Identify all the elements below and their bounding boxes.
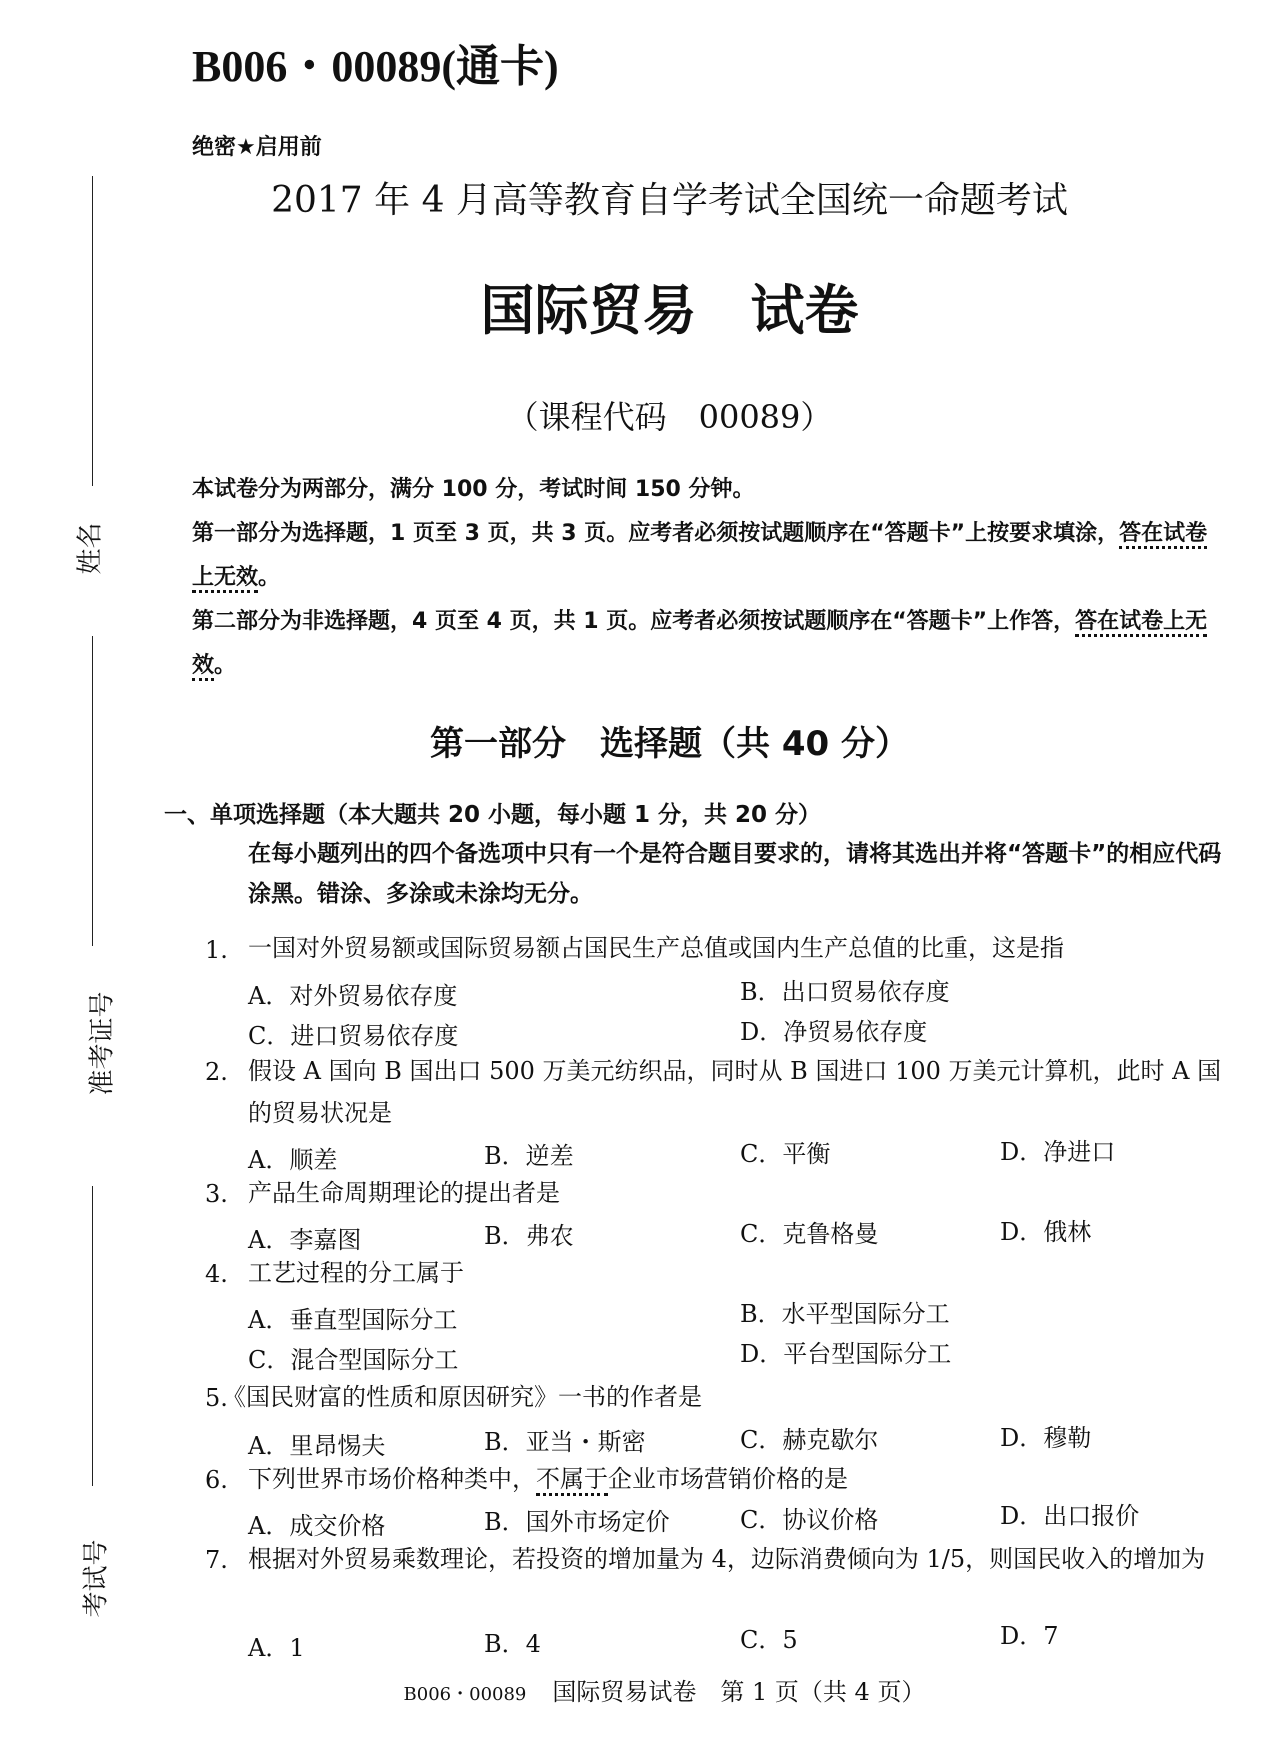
option-d: D．净进口: [1000, 1138, 1116, 1166]
question-text: [248, 1458, 1233, 1500]
question-text: 产品生命周期理论的提出者是: [248, 1179, 560, 1207]
secret-mark: 绝密★启用前: [192, 135, 322, 160]
section-title: 一、单项选择题（本大题共 20 小题，每小题 1 分，共 20 分）: [164, 802, 822, 828]
option-c: C．进口贸易依存度: [248, 1022, 459, 1050]
option-d: D．平台型国际分工: [740, 1340, 952, 1368]
exam-number-label: 考试号: [81, 1539, 112, 1618]
option-c: C．克鲁格曼: [740, 1220, 879, 1248]
question-number: 5.: [205, 1384, 228, 1412]
exam-name: 2017 年 4 月高等教育自学考试全国统一命题考试: [271, 180, 1068, 221]
option-a: A．对外贸易依存度: [248, 982, 458, 1010]
question-number: 6.: [205, 1466, 228, 1494]
instruction-text: 。: [258, 565, 281, 590]
instruction-text: 本试卷分为两部分，满分 100 分，考试时间 150 分钟。: [192, 477, 755, 502]
name-label: 姓名: [75, 522, 106, 575]
course-code: （课程代码 00089）: [506, 398, 833, 436]
question-text-part: 企业市场营销价格的是: [608, 1465, 848, 1493]
option-a: A．顺差: [248, 1146, 338, 1174]
instruction-part-1: [192, 512, 1222, 600]
question-number: 2.: [205, 1058, 228, 1086]
option-c: C．5: [740, 1626, 798, 1654]
option-d: D．净贸易依存度: [740, 1018, 928, 1046]
part-title: 第一部分 选择题（共 40 分）: [430, 724, 909, 764]
question-text: 《国民财富的性质和原因研究》一书的作者是: [222, 1383, 702, 1411]
emphasis-text: 答在试卷上无效: [192, 609, 1207, 681]
option-c: C．混合型国际分工: [248, 1346, 459, 1374]
question-number: 3.: [205, 1180, 228, 1208]
option-d: D．穆勒: [1000, 1424, 1092, 1452]
option-c: C．协议价格: [740, 1506, 879, 1534]
question-text: 根据对外贸易乘数理论，若投资的增加量为 4，边际消费倾向为 1/5，则国民收入的增加为: [248, 1545, 1206, 1573]
question-text: 一国对外贸易额或国际贸易额占国民生产总值或国内生产总值的比重，这是指: [248, 934, 1064, 962]
option-b: B．水平型国际分工: [740, 1300, 950, 1328]
paper-code: B006・00089(通卡): [192, 42, 559, 91]
option-b: B．国外市场定价: [484, 1508, 670, 1536]
page-footer: [0, 1672, 1269, 1707]
question-number: 1.: [205, 936, 228, 964]
margin-line-1: [92, 176, 93, 486]
option-d: D．俄林: [1000, 1218, 1092, 1246]
instruction-text: 第二部分为非选择题，4 页至 4 页，共 1 页。应考者必须按试题顺序在“答题卡”上作答，: [192, 609, 1076, 634]
footer-code: B006・00089: [403, 1684, 527, 1705]
option-a: A．成交价格: [248, 1512, 386, 1540]
question-text: 假设 A 国向 B 国出口 500 万美元纺织品，同时从 B 国进口 100 万美元计算机，此时 A 国的贸易状况是: [248, 1057, 1222, 1127]
emphasis-text: 答在试卷上无效: [192, 521, 1207, 593]
option-a: A．里昂惕夫: [248, 1432, 386, 1460]
section-note: 在每小题列出的四个备选项中只有一个是符合题目要求的，请将其选出并将“答题卡”的相应代码涂黑。错涂、多涂或未涂均无分。: [248, 841, 1222, 907]
option-a: A．垂直型国际分工: [248, 1306, 458, 1334]
footer-text: 国际贸易试卷 第 1 页（共 4 页）: [552, 1678, 926, 1706]
option-b: B．逆差: [484, 1142, 574, 1170]
paper-title: 国际贸易 试卷: [480, 279, 859, 342]
option-d: D．出口报价: [1000, 1502, 1140, 1530]
instruction-line-1: [192, 468, 1222, 512]
margin-line-3: [92, 1186, 93, 1486]
margin-line-2: [92, 636, 93, 946]
instruction-text: 第一部分为选择题，1 页至 3 页，共 3 页。应考者必须按试题顺序在“答题卡”上按要求填涂，: [192, 521, 1120, 546]
emphasis-text: 不属于: [536, 1465, 608, 1496]
option-b: B．4: [484, 1630, 541, 1658]
option-c: C．平衡: [740, 1140, 831, 1168]
option-d: D．7: [1000, 1622, 1059, 1650]
option-a: A．1: [248, 1634, 305, 1662]
ticket-label: 准考证号: [87, 991, 118, 1096]
instruction-part-2: [192, 600, 1222, 688]
question-number: 7.: [205, 1546, 228, 1574]
option-a: A．李嘉图: [248, 1226, 362, 1254]
question-text: 工艺过程的分工属于: [248, 1259, 464, 1287]
option-c: C．赫克歇尔: [740, 1426, 879, 1454]
question-number: 4.: [205, 1260, 228, 1288]
option-b: B．弗农: [484, 1222, 574, 1250]
question-text-part: 下列世界市场价格种类中，: [248, 1465, 536, 1493]
option-b: B．亚当・斯密: [484, 1428, 646, 1456]
instruction-text: 。: [214, 653, 237, 678]
option-b: B．出口贸易依存度: [740, 978, 950, 1006]
